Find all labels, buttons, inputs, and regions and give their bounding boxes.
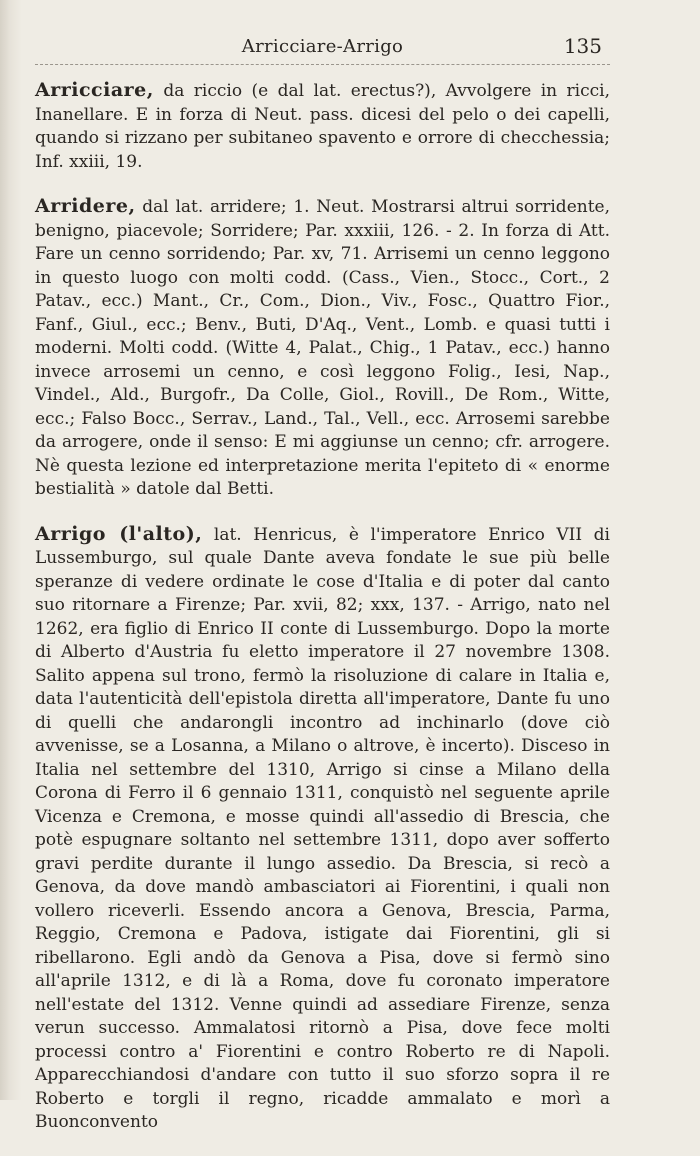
entry-body: da riccio (e dal lat. erectus?), Avvolgere in ricci, Inanellare. E in forza di Neut. pass. dicesi del pelo o dei capelli, quando si rizzano per subitaneo spavento e orrore di checchessia; Inf. xxiii, 19. — [35, 81, 610, 172]
page-gutter-shadow — [0, 0, 22, 1100]
entry-arricciare — [35, 79, 610, 174]
entry-headword: Arricciare, — [35, 79, 154, 101]
running-head: Arricciare-Arrigo — [241, 36, 404, 57]
book-page — [35, 0, 610, 1156]
entry-headword: Arrigo (l'alto), — [35, 522, 203, 545]
page-header — [35, 30, 610, 65]
entry-headword: Arridere, — [35, 195, 136, 217]
entry-body: lat. Henricus, è l'imperatore Enrico VII di Lussemburgo, sul quale Dante aveva fondate le sue più belle speranze di vedere ordinate le cose d'Italia e di poter dal canto suo ritornare a Firenze; Par. xvii, 82; xxx, 137. - Arrigo, nato nel 1262, era figlio di Enrico II conte di Lussemburgo. Dopo la morte di Alberto d'Austria fu eletto imperatore il 27 novembre 1308. Salito appena sul trono, fermò la risoluzione di calare in Italia e, data l'autenticità dell'epistola diretta all'imperatore, Dante fu uno di quelli che andarongli incontro ad inchinarlo (dove ciò avvenisse, se a Losanna, a Milano o altrove, è incerto). Disceso in Italia nel settembre del 1310, Arrigo si cinse a Milano della Corona di Ferro il 6 gennaio 1311, conquistò nel seguente aprile Vicenza e Cremona, e mosse quindi all'assedio di Brescia, che potè espugnare soltanto nel settembre 1311, dopo aver sofferto gravi perdite durante il lungo assedio. Da Brescia, si recò a Genova, da dove mandò ambasciatori ai Fiorentini, i quali non vollero riceverli. Essendo ancora a Genova, Brescia, Parma, Reggio, Cremona e Padova, istigate dai Fiorentini, gli si ribellarono. Egli andò da Genova a Pisa, dove si fermò sino all'aprile 1312, e di là a Roma, dove fu coronato imperatore nell'estate del 1312. Venne quindi ad assediare Firenze, senza verun successo. Ammalatosi ritornò a Pisa, dove fece molti processi contro a' Fiorentini e contro Roberto re di Napoli. Apparecchiandosi d'andare con tutto il suo sforzo sopra il re Roberto e torgli il regno, ricadde ammalato e morì a Buonconvento — [35, 524, 610, 1132]
page-number: 135 — [563, 34, 602, 58]
entry-body: dal lat. arridere; 1. Neut. Mostrarsi altrui sorridente, benigno, piacevole; Sorridere; Par. xxxiii, 126. - 2. In forza di Att. Fare un cenno sorridendo; Par. xv, 71. Arrisemi un cenno leggono in questo luogo con molti codd. (Cass., Vien., Stocc., Cort., 2 Patav., ecc.) Mant., Cr., Com., Dion., Viv., Fosc., Quattro Fior., Fanf., Giul., ecc.; Benv., Buti, D'Aq., Vent., Lomb. e quasi tutti i moderni. Molti codd. (Witte 4, Palat., Chig., 1 Patav., ecc.) hanno invece arrosemi un cenno, e così leggono Folig., Iesi, Nap., Vindel., Ald., Burgofr., Da Colle, Giol., Rovill., De Rom., Witte, ecc.; Falso Bocc., Serrav., Land., Tal., Vell., ecc. Arrosemi sarebbe da arrogere, onde il senso: E mi aggiunse un cenno; cfr. arrogere. Nè questa lezione ed interpretazione merita l'epiteto di « enorme bestialità » datole dal Betti. — [35, 197, 610, 499]
dictionary-entries — [35, 79, 610, 1135]
entry-arridere — [35, 195, 610, 502]
entry-arrigo — [35, 523, 610, 1135]
